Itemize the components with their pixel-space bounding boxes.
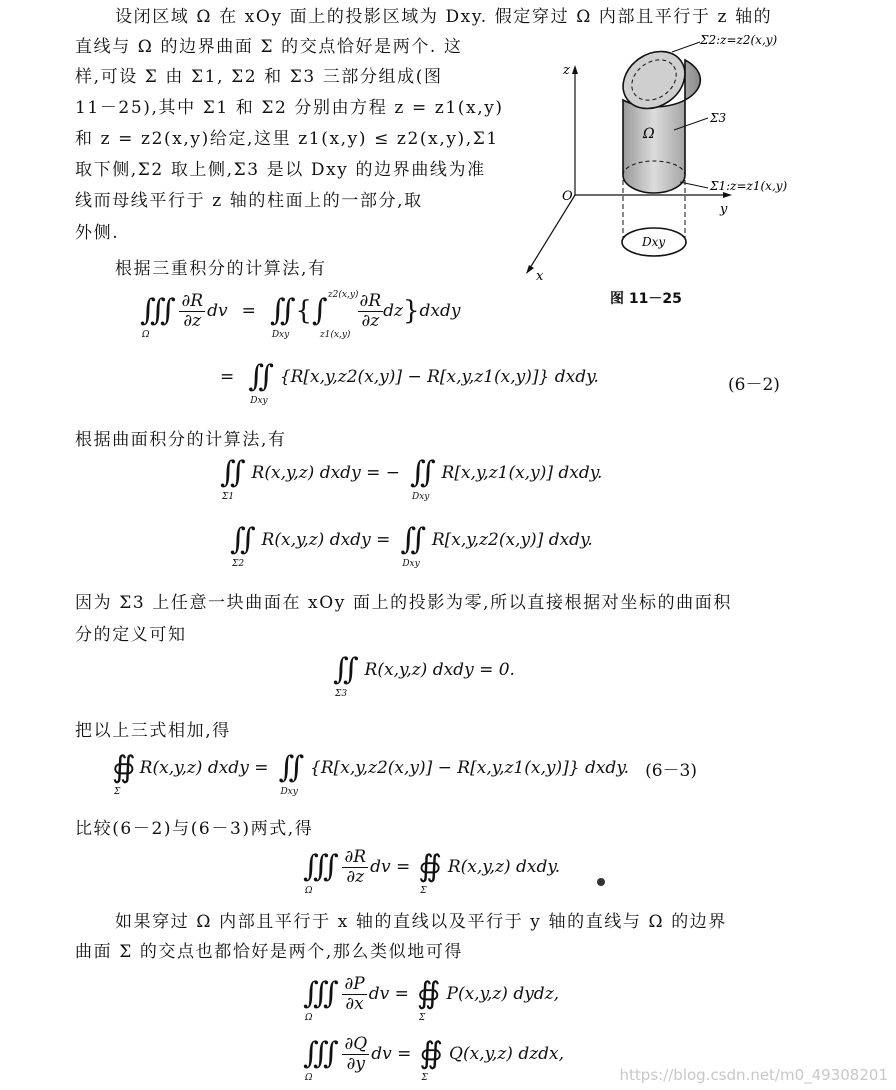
- equation-sigma3: ∬ Σ3 R(x,y,z) dxdy = 0.: [333, 652, 515, 699]
- equation-sigma2: ∬ Σ2 R(x,y,z) dxdy = ∬ Dxy R[x,y,z2(x,y)] dxdy.: [230, 522, 593, 569]
- label-sigma3: Σ3: [710, 111, 727, 125]
- text-surface-integral: 根据曲面积分的计算法,有: [75, 430, 287, 450]
- origin-label: O: [562, 189, 573, 204]
- ink-dot: [597, 878, 605, 886]
- text-sigma3-line1: 因为 Σ3 上任意一块曲面在 xOy 面上的投影为零,所以直接根据对坐标的曲面积: [75, 593, 732, 613]
- equation-tag-6-2: (6－2): [728, 375, 780, 395]
- text-similar-line2: 曲面 Σ 的交点也都恰好是两个,那么类似地可得: [75, 942, 464, 962]
- paragraph-line-2: 直线与 Ω 的边界曲面 Σ 的交点恰好是两个. 这: [75, 37, 463, 57]
- equation-gauss-p: ∭ Ω $\frac{\partial P}{\partial x}$ dv = ∯ Σ P(x,y,z) dydz,: [303, 974, 560, 1024]
- equation-sigma1: ∬ Σ1 R(x,y,z) dxdy = − ∬ Dxy R[x,y,z1(x,y)] dxdy.: [220, 455, 603, 502]
- axis-z-label: z: [563, 63, 570, 78]
- label-dxy: Dxy: [642, 235, 666, 249]
- equation-tag-6-3: (6－3): [645, 760, 697, 781]
- axis-x-line: [530, 195, 575, 268]
- paragraph-line-4: 11－25),其中 Σ1 和 Σ2 分别由方程 z = z1(x,y): [75, 98, 504, 118]
- figure-caption: 图 11－25: [610, 291, 682, 307]
- equation-gauss-q: ∭ Ω $\frac{\partial Q}{\partial y}$ dv = ∯ Σ Q(x,y,z) dzdx,: [303, 1034, 565, 1084]
- paragraph-line-6: 取下侧,Σ2 取上侧,Σ3 是以 Dxy 的边界曲线为准: [75, 160, 486, 180]
- paragraph-line-3: 样,可设 Σ 由 Σ1, Σ2 和 Σ3 三部分组成(图: [75, 67, 443, 87]
- equation-6-2-line1: ∭ Ω $\frac{\partial R}{\partial z}$ dv = ∬ Dxy { ∫ z2(x,y) z1(x,y) $\frac{\partial R}{\partial z}$ dz } dxdy: [140, 290, 461, 341]
- text-triple-integral: 根据三重积分的计算法,有: [115, 259, 327, 279]
- equation-6-2-line2: = ∬ Dxy {R[x,y,z2(x,y)] − R[x,y,z1(x,y)]} dxdy.: [220, 359, 599, 406]
- paragraph-line-1: 设闭区域 Ω 在 xOy 面上的投影区域为 Dxy. 假定穿过 Ω 内部且平行于 z 轴的: [115, 7, 773, 27]
- paragraph-line-5: 和 z = z2(x,y)给定,这里 z1(x,y) ≤ z2(x,y),Σ1: [75, 129, 499, 149]
- label-sigma1: Σ1:z=z1(x,y): [710, 179, 788, 193]
- text-compare: 比较(6－2)与(6－3)两式,得: [75, 819, 314, 839]
- text-similar-line1: 如果穿过 Ω 内部且平行于 x 轴的直线以及平行于 y 轴的直线与 Ω 的边界: [115, 912, 728, 932]
- equation-gauss-r: ∭ Ω $\frac{\partial R}{\partial z}$ dv = ∯ Σ R(x,y,z) dxdy.: [303, 847, 561, 897]
- text-sigma3-line2: 分的定义可知: [75, 625, 187, 645]
- paragraph-line-7: 线而母线平行于 z 轴的柱面上的一部分,取: [75, 191, 423, 211]
- axis-x-label: x: [536, 269, 544, 284]
- label-omega: Ω: [643, 126, 655, 142]
- text-add: 把以上三式相加,得: [75, 721, 231, 741]
- equation-6-3: ∯ Σ R(x,y,z) dxdy = ∬ Dxy {R[x,y,z2(x,y)] − R[x,y,z1(x,y)]} dxdy. (6－3): [112, 750, 697, 797]
- figure-11-25: [510, 30, 810, 290]
- watermark: https://blog.csdn.net/m0_49308201: [619, 1066, 888, 1084]
- paragraph-line-8: 外侧.: [75, 223, 120, 243]
- label-sigma2: Σ2:z=z2(x,y): [700, 33, 778, 47]
- axis-y-label: y: [720, 202, 728, 217]
